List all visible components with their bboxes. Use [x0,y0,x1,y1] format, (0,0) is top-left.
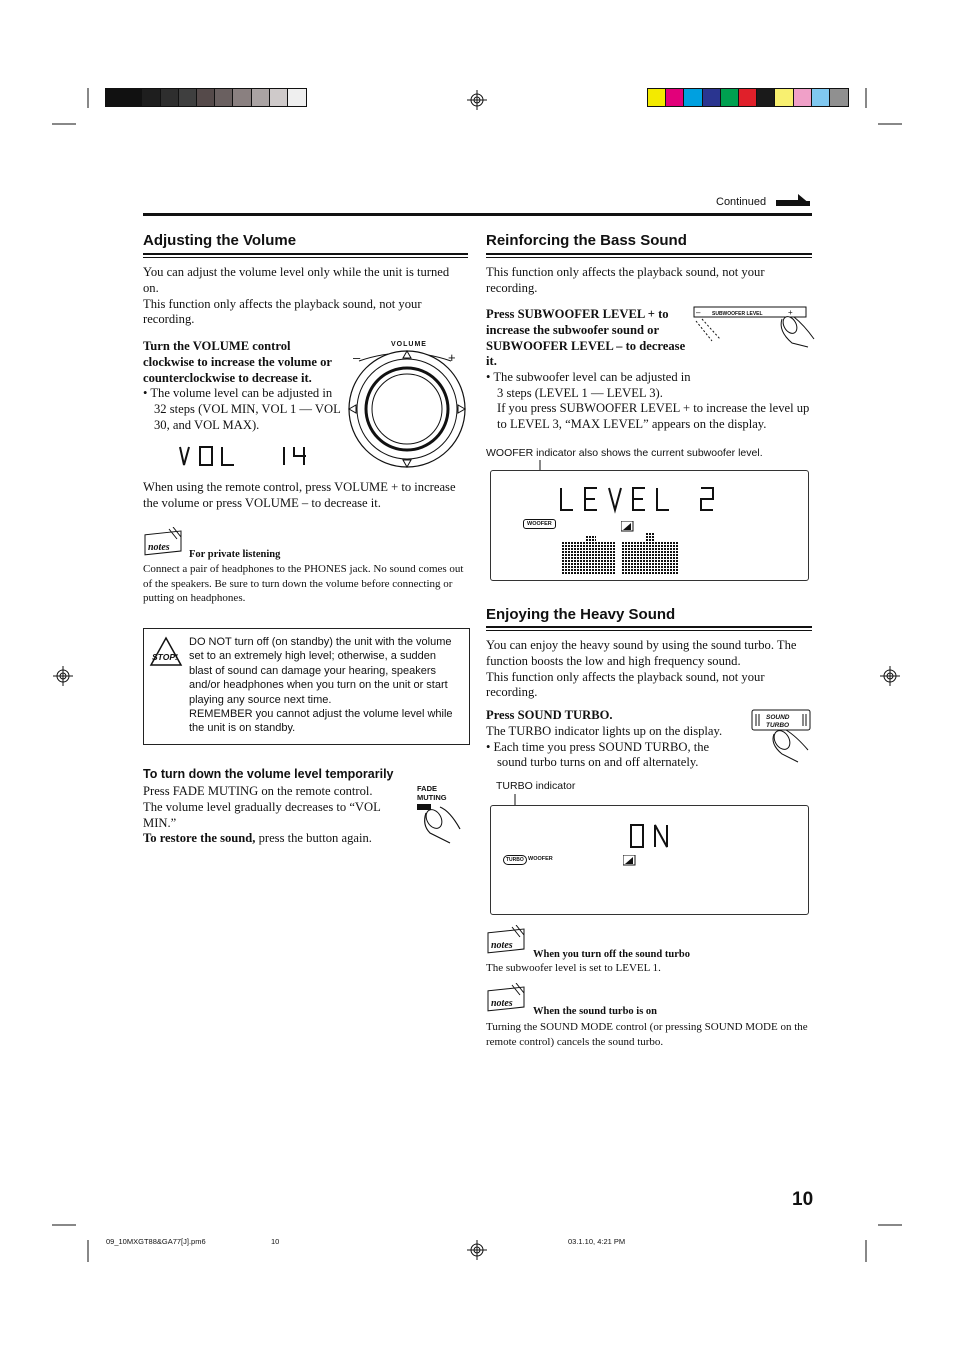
bass-steps-bullet: • The subwoofer level can be adjusted in 3 steps (LEVEL 1 — LEVEL 3). [486,370,691,400]
section-rule-heavy-thin [486,630,812,631]
fade-text: Press FADE MUTING on the remote control. The volume level gradually decreases to “VOL MIN.” [143,784,381,830]
finger-press-icon [416,803,466,845]
svg-text:STOP!: STOP! [152,652,178,662]
svg-text:notes: notes [148,542,170,553]
volume-knob-label: VOLUME [391,341,427,348]
turbo-indicator: TURBO [503,855,527,865]
page-number: 10 [792,1189,814,1210]
restore-rest: press the button again. [255,831,372,846]
note-turbo-off-title: When you turn off the sound turbo [533,949,690,960]
svg-text:LEVEL 2: LEVEL 2 [555,484,559,485]
level-2-display [555,484,725,516]
eq-indicator-icon-2 [623,855,637,866]
eq-indicator-icon [621,521,635,532]
notes-icon [143,527,185,557]
svg-text:TURBO: TURBO [766,722,790,729]
section-title-bass: Reinforcing the Bass Sound [486,232,687,249]
on-display [627,821,673,853]
sound-turbo-button-icon[interactable] [750,708,812,764]
heavy-intro: You can enjoy the heavy sound by using the sound turbo. The function boosts the low and high frequency sound. [486,638,797,668]
fade-muting-label [417,785,447,802]
turbo-indicator-caption: TURBO indicator [496,780,576,792]
woofer-indicator: WOOFER [523,519,556,529]
volume-knob-icon[interactable] [345,343,469,469]
volume-intro-2: This function only affects the playback sound, not your recording. [143,296,422,327]
footer-timestamp: 03.1.10, 4:21 PM [568,1237,626,1246]
spectrum-analyzer-icon [562,533,680,575]
bass-max-text: If you press SUBWOOFER LEVEL + to increase the level up to LEVEL 3, “MAX LEVEL” appears on the display. [497,401,810,431]
note-turbo-on-title: When the sound turbo is on [533,1006,657,1017]
section-rule-bass [486,253,812,255]
bass-intro: This function only affects the playback sound, not your recording. [486,265,765,295]
volume-intro: You can adjust the volume level only while the unit is turned on. [143,265,450,295]
svg-text:–: – [696,308,701,317]
fade-subtitle: To turn down the volume level temporarily [143,767,394,781]
section-rule-heavy [486,626,812,628]
section-title-volume: Adjusting the Volume [143,232,297,249]
volume-knob-minus: – [353,350,361,365]
press-sound-turbo: Press SOUND TURBO. [486,708,613,722]
note-turbo-on-text: Turning the SOUND MODE control (or pressing SOUND MODE on the remote control) cancels the sound turbo. [486,1021,808,1048]
restore-bold: To restore the sound, [143,831,256,846]
registration-mark-left [53,666,73,686]
registration-mark-right [880,666,900,686]
section-title-heavy: Enjoying the Heavy Sound [486,606,676,623]
notes-icon-turbo-on [486,983,528,1013]
footer-filename: 09_10MXGT88&GA77[J].pm6 [106,1237,206,1246]
stop-warning-icon [149,636,183,668]
section-rule-thin [143,257,468,258]
note-turbo-off-text: The subwoofer level is set to LEVEL 1. [486,962,661,974]
notes-text-private: Connect a pair of headphones to the PHONES jack. No sound comes out of the speakers. Be sure to turn down the volume before connecting or putting on headphones. [143,563,464,604]
warning-text-2: REMEMBER you cannot adjust the volume level while the unit is on standby. [189,708,453,735]
notes-title-private: For private listening [189,549,281,560]
subwoofer-level-button-icon[interactable] [682,303,816,349]
turbo-toggle-bullet: • Each time you press SOUND TURBO, the sound turbo turns on and off alternately. [486,739,710,770]
woofer-indicator-2: WOOFER [528,856,553,862]
svg-text:ON: ON [627,821,629,822]
heavy-intro-2: This function only affects the playback sound, not your recording. [486,669,765,700]
bass-instruction: Press SUBWOOFER LEVEL + to increase the subwoofer sound or SUBWOOFER LEVEL – to decrease it. [486,307,686,369]
vol-14-display [176,443,316,471]
remote-volume-text: When using the remote control, press VOLUME + to increase the volume or press VOLUME – to decrease it. [143,480,456,510]
fade-label-line2: MUTING [417,792,447,802]
continued-arrow-icon [776,192,812,210]
continued-label: Continued [716,196,767,208]
top-rule [143,213,812,216]
fade-label-line1: FADE [417,784,438,793]
section-rule-bass-thin [486,257,812,258]
volume-instruction: Turn the VOLUME control clockwise to increase the volume or counterclockwise to decrease it. [143,339,332,385]
registration-mark-top [467,90,487,110]
svg-text:notes: notes [491,998,513,1009]
svg-text:notes: notes [491,940,513,951]
notes-icon-turbo-off [486,925,528,955]
volume-knob-plus: + [448,350,456,365]
svg-text:+: + [788,308,793,317]
warning-text: DO NOT turn off (on standby) the unit with the volume set to an extremely high level; otherwise, a sudden blast of sound can damage your hearing, speakers and/or headphones when you turn on the unit or start playing any source next time. [189,636,452,706]
svg-text:SOUND: SOUND [766,714,790,721]
svg-text:SUBWOOFER LEVEL: SUBWOOFER LEVEL [712,311,763,317]
footer-file-page: 10 [271,1237,280,1246]
volume-steps-bullet: • The volume level can be adjusted in 32 steps (VOL MIN, VOL 1 — VOL 30, and VOL MAX). [143,386,341,432]
turbo-lights-text: The TURBO indicator lights up on the display. [486,723,723,738]
svg-text:VOL 14: VOL 14 [176,443,180,444]
registration-mark-bottom [467,1240,487,1260]
woofer-caption: WOOFER indicator also shows the current subwoofer level. [486,447,763,459]
section-rule [143,253,468,255]
